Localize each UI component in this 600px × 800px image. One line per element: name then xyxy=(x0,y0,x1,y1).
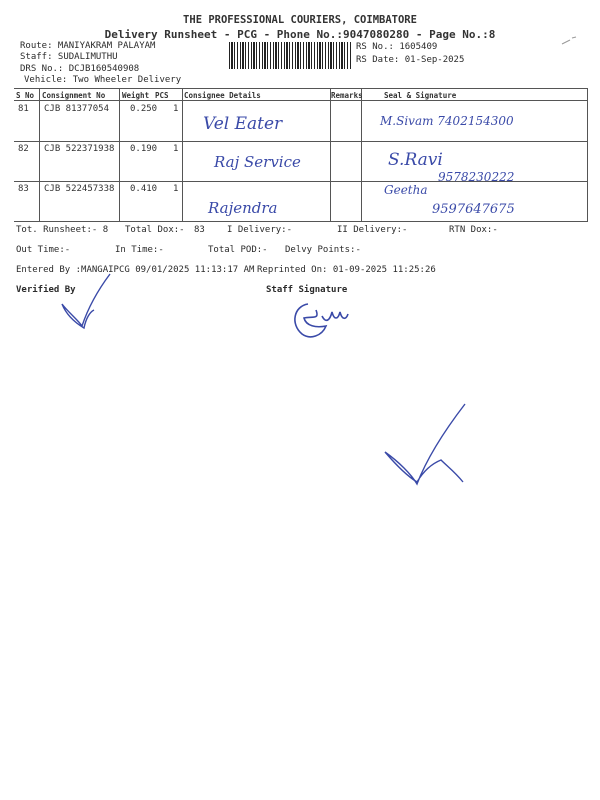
stray-signature-mark xyxy=(375,400,475,490)
table-header-border xyxy=(14,100,588,101)
row-weight: 0.250 xyxy=(130,104,158,114)
header-sno: S No xyxy=(16,91,35,100)
row-consignment: CJB 81377054 xyxy=(44,104,110,114)
row-pcs: 1 xyxy=(173,104,179,114)
col-divider xyxy=(119,88,120,221)
handwritten-consignee: Vel Eater xyxy=(203,114,283,134)
delvy-points: Delvy Points:- xyxy=(285,245,361,255)
reprinted-on: Reprinted On: 01-09-2025 11:25:26 xyxy=(257,265,436,275)
header-consignee: Consignee Details xyxy=(184,91,261,100)
row-weight: 0.190 xyxy=(130,144,158,154)
row-pcs: 1 xyxy=(173,184,179,194)
rs-date: RS Date: 01-Sep-2025 xyxy=(356,55,465,65)
runsheet-title: Delivery Runsheet - PCG - Phone No.:9047080280 - Page No.:8 xyxy=(104,28,496,41)
header-weight: Weight xyxy=(122,91,150,100)
route-text: Route: MANIYAKRAM PALAYAM xyxy=(20,41,156,51)
row-pcs: 1 xyxy=(173,144,179,154)
table-bottom-border xyxy=(14,221,588,222)
company-title: THE PROFESSIONAL COURIERS, COIMBATORE xyxy=(183,14,417,26)
ii-delivery: II Delivery:- xyxy=(337,225,408,235)
row-consignment: CJB 522457338 xyxy=(44,184,115,194)
handwritten-phone: 9578230222 xyxy=(438,170,515,184)
barcode xyxy=(229,42,351,69)
vehicle-text: Vehicle: Two Wheeler Delivery xyxy=(24,75,182,85)
row-weight: 0.410 xyxy=(130,184,158,194)
handwritten-seal: S.Ravi xyxy=(388,150,443,170)
staff-signature xyxy=(286,298,350,342)
tot-runsheet: Tot. Runsheet:- 8 xyxy=(16,225,109,235)
out-time: Out Time:- xyxy=(16,245,71,255)
total-dox-label: Total Dox:- xyxy=(125,225,185,235)
handwritten-seal: M.Sivam 7402154300 xyxy=(380,114,514,128)
verified-signature xyxy=(50,270,120,332)
row-sno: 82 xyxy=(18,144,29,154)
corner-mark xyxy=(560,34,580,48)
staff-signature-label: Staff Signature xyxy=(266,285,348,295)
total-pod: Total POD:- xyxy=(208,245,268,255)
col-divider xyxy=(361,88,362,221)
rtn-dox: RTN Dox:- xyxy=(449,225,498,235)
table-top-border xyxy=(14,88,588,89)
row-sno: 81 xyxy=(18,104,29,114)
staff-text: Staff: SUDALIMUTHU xyxy=(20,52,118,62)
header-seal: Seal & Signature xyxy=(384,91,457,100)
header-consignment: Consignment No xyxy=(42,91,106,100)
drs-number: DRS No.: DCJB160540908 xyxy=(20,64,140,74)
verified-by: Verified By xyxy=(16,285,76,295)
col-divider xyxy=(330,88,331,221)
row-consignment: CJB 522371938 xyxy=(44,144,115,154)
i-delivery: I Delivery:- xyxy=(227,225,293,235)
col-divider xyxy=(182,88,183,221)
row-divider xyxy=(14,141,588,142)
entered-by: Entered By :MANGAIPCG 09/01/2025 11:13:17 AM xyxy=(16,265,255,275)
total-dox-value: 83 xyxy=(194,225,205,235)
header-remarks: Remarks xyxy=(331,91,363,100)
col-divider xyxy=(39,88,40,221)
col-divider xyxy=(587,88,588,221)
rs-number: RS No.: 1605409 xyxy=(356,42,438,52)
row-sno: 83 xyxy=(18,184,29,194)
header-pcs: PCS xyxy=(155,91,169,100)
in-time: In Time:- xyxy=(115,245,164,255)
handwritten-seal: Geetha xyxy=(384,183,428,197)
handwritten-phone: 9597647675 xyxy=(432,202,515,217)
handwritten-consignee: Rajendra xyxy=(208,199,278,217)
handwritten-consignee: Raj Service xyxy=(214,153,301,171)
